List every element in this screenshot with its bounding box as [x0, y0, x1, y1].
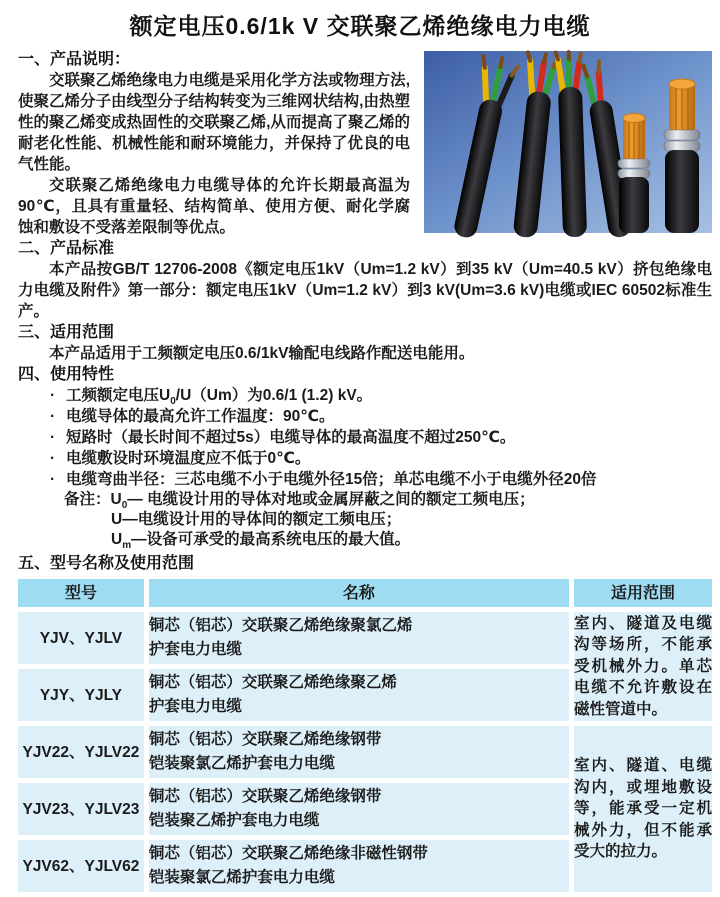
name-cell: 铜芯（铝芯）交联聚乙烯绝缘钢带 铠装聚乙烯护套电力电缆	[149, 783, 569, 835]
bullet-marker: ·	[50, 427, 66, 448]
bullet-text: 短路时（最长时间不超过5s）电缆导体的最高温度不超过250℃。	[66, 427, 515, 448]
bullet-item-short-circuit-temp	[50, 427, 712, 448]
scope-cell-group-1: 室内、隧道及电缆沟等场所，不能承受机械外力。单芯电缆不允许敷设在磁性管道中。	[574, 612, 712, 721]
bullet-marker: ·	[50, 448, 66, 469]
name-cell: 铜芯（铝芯）交联聚乙烯绝缘非磁性钢带 铠装聚氯乙烯护套电力电缆	[149, 840, 569, 892]
bullet-marker: ·	[50, 385, 66, 406]
bullet-text: 电缆敷设时环境温度应不低于0℃。	[66, 448, 310, 469]
table-row	[18, 726, 712, 778]
column-header-scope: 适用范围	[574, 579, 712, 607]
bullet-text: 电缆弯曲半径：三芯电缆不小于电缆外径15倍；单芯电缆不小于电缆外径20倍	[66, 469, 596, 490]
name-cell: 铜芯（铝芯）交联聚乙烯绝缘聚氯乙烯 护套电力电缆	[149, 612, 569, 664]
note-item-um: $U_m—$设备可承受的最高系统电压的最大值。	[111, 530, 712, 550]
bullet-marker: ·	[50, 406, 66, 427]
remarks-label: 备注：	[64, 490, 111, 510]
section-2-paragraph: 本产品按GB/T 12706-2008《额定电压1kV（Um=1.2 kV）到35 kV（Um=40.5 kV）挤包绝缘电力电缆及附件》第一部分：额定电压1kV（Um=1.2 kV）到3 kV(Um=3.6 kV)电缆或IEC 60502标准生产。	[18, 259, 712, 322]
models-table	[13, 574, 717, 897]
bullet-item-max-working-temp	[50, 406, 712, 427]
section-1-heading: 一、产品说明：	[18, 49, 712, 70]
table-row	[18, 612, 712, 664]
cable-product-photo	[424, 51, 712, 233]
bullet-marker: ·	[50, 469, 66, 490]
remarks-block	[64, 490, 712, 550]
section-1-paragraph-2: 交联聚乙烯绝缘电力电缆导体的允许长期最高温为90℃，且具有重量轻、结构简单、使用方便、耐化学腐蚀和敷设不受落差限制等优点。	[18, 175, 712, 238]
note-item-u: U—电缆设计用的导体间的额定工频电压；	[111, 510, 712, 530]
bullet-text: 工频额定电压$U_0/U(Um)$为0.6/1 (1.2) kV。	[66, 385, 372, 406]
bullet-item-bending-radius	[50, 469, 712, 490]
bullet-text: 电缆导体的最高允许工作温度：90℃。	[66, 406, 335, 427]
cable-photo-illustration	[424, 51, 712, 233]
name-cell: 铜芯（铝芯）交联聚乙烯绝缘聚乙烯 护套电力电缆	[149, 669, 569, 721]
name-cell: 铜芯（铝芯）交联聚乙烯绝缘钢带 铠装聚氯乙烯护套电力电缆	[149, 726, 569, 778]
section-2-heading: 二、产品标准	[18, 238, 712, 259]
column-header-model: 型号	[18, 579, 144, 607]
section-1-paragraph-1: 交联聚乙烯绝缘电力电缆是采用化学方法或物理方法,使聚乙烯分子由线型分子结构转变为三维网状结构,由热塑性的聚乙烯变成热固性的交联聚乙烯,从而提高了聚乙烯的耐老化性能、机械性能和耐环境能力，并保持了优良的电气性能。	[18, 70, 712, 175]
section-4-heading: 四、使用特性	[18, 364, 712, 385]
section-3-heading: 三、适用范围	[18, 322, 712, 343]
page-title: 额定电压0.6/1k V 交联聚乙烯绝缘电力电缆	[0, 0, 720, 41]
model-cell: YJV62、YJLV62	[18, 840, 144, 892]
model-cell: YJV、YJLV	[18, 612, 144, 664]
scope-cell-group-2: 室内、隧道、电缆沟内，或埋地敷设等，能承受一定机械外力，但不能承受大的拉力。	[574, 726, 712, 892]
model-cell: YJV22、YJLV22	[18, 726, 144, 778]
column-header-name: 名称	[149, 579, 569, 607]
note-text: $U_0—$ 电缆设计用的导体对地或金属屏蔽之间的额定工频电压；	[111, 490, 535, 510]
bullet-item-rated-voltage	[50, 385, 712, 406]
table-header-row	[18, 579, 712, 607]
model-cell: YJV23、YJLV23	[18, 783, 144, 835]
note-item-u0	[64, 490, 712, 510]
section-3-paragraph: 本产品适用于工频额定电压0.6/1kV输配电线路作配送电能用。	[18, 343, 712, 364]
document-body	[0, 41, 720, 897]
bullet-item-ambient-temp	[50, 448, 712, 469]
section-5-heading: 五、型号名称及使用范围	[18, 553, 712, 574]
model-cell: YJY、YJLY	[18, 669, 144, 721]
